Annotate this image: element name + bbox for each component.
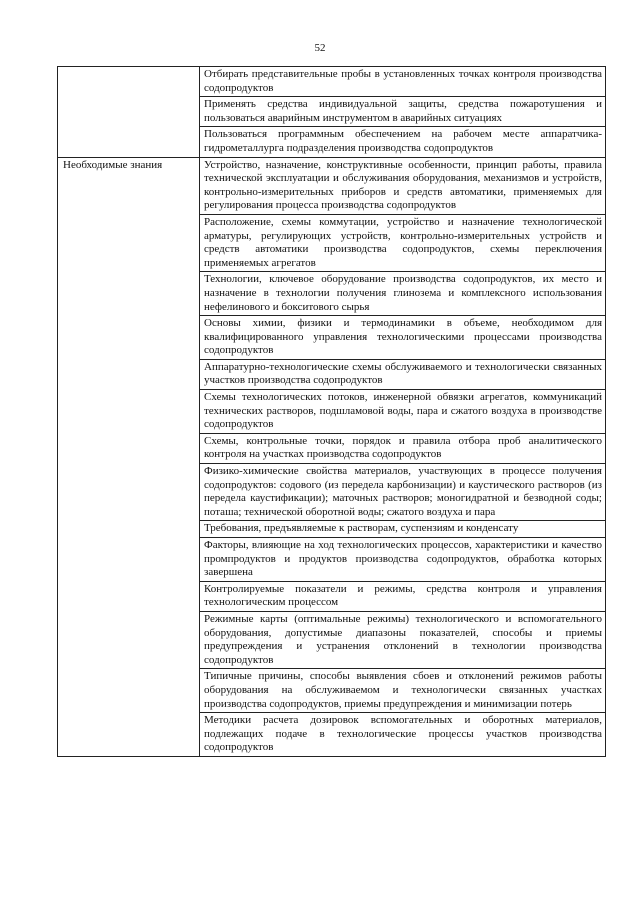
skill-row: Пользоваться программным обеспечением на рабочем месте аппаратчика-гидрометаллурга подразделения производства содопродуктов [200,127,606,157]
knowledge-row: Устройство, назначение, конструктивные особенности, принцип работы, правила технической эксплуатации и обслуживания оборудования, механизмов и устройств, контрольно-измерительных приборов и средств автоматики, применяемых для регулирования процесса производства содопродуктов [200,157,606,214]
skill-row: Применять средства индивидуальной защиты, средства пожаротушения и пользоваться аварийным инструментом в аварийных ситуациях [200,97,606,127]
knowledge-row: Аппаратурно-технологические схемы обслуживаемого и технологически связанных участков производства содопродуктов [200,359,606,389]
knowledge-row: Схемы, контрольные точки, порядок и правила отбора проб аналитического контроля на участках производства содопродуктов [200,433,606,463]
knowledge-row: Типичные причины, способы выявления сбоев и отклонений режимов работы оборудования на обслуживаемом и технологически связанных участках производства содопродуктов, приемы предупреждения и минимизации потерь [200,669,606,713]
empty-label-cell [58,67,200,158]
table-row [58,67,606,97]
knowledge-row: Контролируемые показатели и режимы, средства контроля и управления технологическим процессом [200,581,606,611]
knowledge-row: Требования, предъявляемые к растворам, суспензиям и конденсату [200,521,606,538]
knowledge-row: Схемы технологических потоков, инженерной обвязки агрегатов, коммуникаций технических растворов, подшламовой воды, пара и сжатого воздуха в производстве содопродуктов [200,390,606,434]
section-label: Необходимые знания [58,157,200,756]
knowledge-row: Расположение, схемы коммутации, устройство и назначение технологической арматуры, регулирующих устройств, контрольно-измерительных устройств и средств автоматики производства содопродуктов, схемы переключения применяемых агрегатов [200,214,606,271]
knowledge-row: Режимные карты (оптимальные режимы) технологического и вспомогательного оборудования, допустимые диапазоны показателей, способы и приемы предупреждения и устранения отклонений в технологии производства содопродуктов [200,611,606,668]
qualification-table [57,66,606,757]
knowledge-row: Методики расчета дозировок вспомогательных и оборотных материалов, подлежащих подаче в технологические процессы участков производства содопродуктов [200,713,606,757]
knowledge-row: Физико-химические свойства материалов, участвующих в процессе получения содопродуктов: содового (из передела карбонизации) и каустического растворов (из передела каустификации); маточных растворов; моногидратной и безводной соды; поташа; технической оборотной воды; сжатого воздуха и пара [200,464,606,521]
knowledge-row: Технологии, ключевое оборудование производства содопродуктов, их место и назначение в технологии получения глинозема и комплексного использования нефелинового и бокситового сырья [200,272,606,316]
skill-row: Отбирать представительные пробы в установленных точках контроля производства содопродуктов [200,67,606,97]
knowledge-row: Факторы, влияющие на ход технологических процессов, характеристики и качество промпродуктов и продуктов производства содопродуктов, обработка которых завершена [200,538,606,582]
table-row [58,157,606,214]
knowledge-row: Основы химии, физики и термодинамики в объеме, необходимом для квалифицированного управления технологическими процессами производства содопродуктов [200,316,606,360]
page-number: 52 [314,42,326,54]
